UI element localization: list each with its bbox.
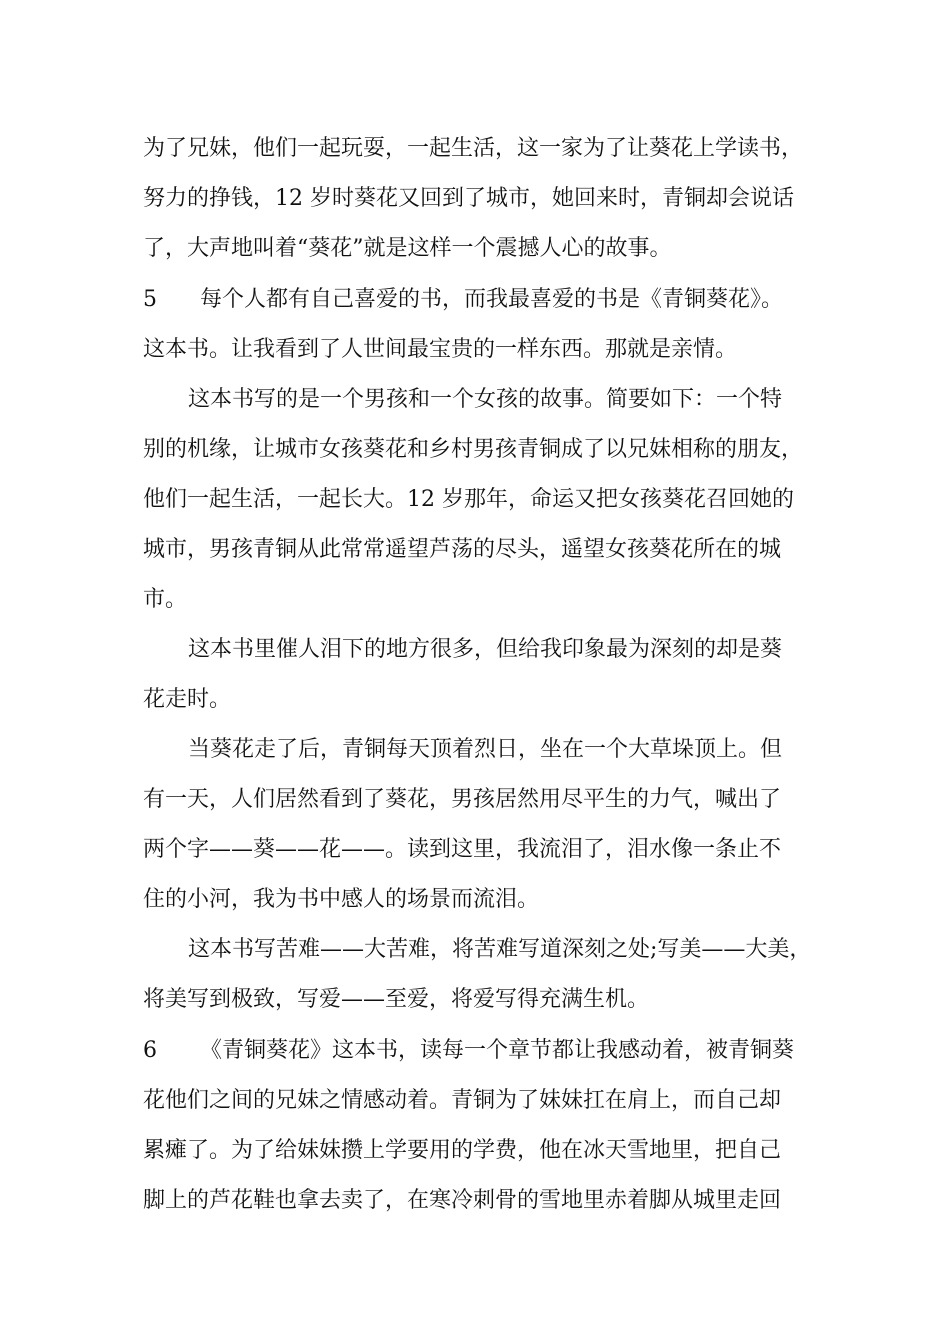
paragraph-number: 5 (143, 287, 157, 312)
text-line: 这本书。让我看到了人世间最宝贵的一样东西。那就是亲情。 (143, 337, 738, 362)
text-line: 当葵花走了后，青铜每天顶着烈日，坐在一个大草垛顶上。但 (188, 737, 783, 762)
text-line: 这本书写苦难——大苦难，将苦难写道深刻之处;写美——大美， (188, 937, 812, 962)
paragraph-number: 6 (143, 1038, 157, 1063)
text-line: 《青铜葵花》这本书，读每一个章节都让我感动着，被青铜葵 (200, 1038, 795, 1063)
text-line: 为了兄妹，他们一起玩耍，一起生活，这一家为了让葵花上学读书， (143, 136, 804, 161)
text-line: 每个人都有自己喜爱的书，而我最喜爱的书是《青铜葵花》。 (200, 287, 784, 312)
text-line: 累瘫了。为了给妹妹攒上学要用的学费，他在冰天雪地里，把自己 (143, 1138, 782, 1163)
text-line: 有一天，人们居然看到了葵花，男孩居然用尽平生的力气，喊出了 (143, 787, 782, 812)
text-line: 了，大声地叫着“葵花”就是这样一个震撼人心的故事。 (143, 236, 672, 261)
text-line: 这本书里催人泪下的地方很多，但给我印象最为深刻的却是葵 (188, 637, 783, 662)
text-line: 别的机缘，让城市女孩葵花和乡村男孩青铜成了以兄妹相称的朋友， (143, 437, 804, 462)
text-line: 两个字——葵——花——。读到这里，我流泪了，泪水像一条止不 (143, 837, 782, 862)
text-line: 他们一起生活，一起长大。12 岁那年，命运又把女孩葵花召回她的 (143, 487, 794, 512)
text-line: 市。 (143, 587, 188, 612)
text-line: 住的小河，我为书中感人的场景而流泪。 (143, 887, 540, 912)
text-line: 努力的挣钱，12 岁时葵花又回到了城市，她回来时，青铜却会说话 (143, 186, 794, 211)
text-line: 花走时。 (143, 687, 232, 712)
text-line: 这本书写的是一个男孩和一个女孩的故事。简要如下：一个特 (188, 387, 783, 412)
text-line: 花他们之间的兄妹之情感动着。青铜为了妹妹扛在肩上，而自己却 (143, 1088, 782, 1113)
text-line: 城市，男孩青铜从此常常遥望芦荡的尽头，遥望女孩葵花所在的城 (143, 537, 782, 562)
text-line: 将美写到极致，写爱——至爱，将爱写得充满生机。 (143, 987, 650, 1012)
text-line: 脚上的芦花鞋也拿去卖了，在寒冷刺骨的雪地里赤着脚从城里走回 (143, 1188, 782, 1213)
